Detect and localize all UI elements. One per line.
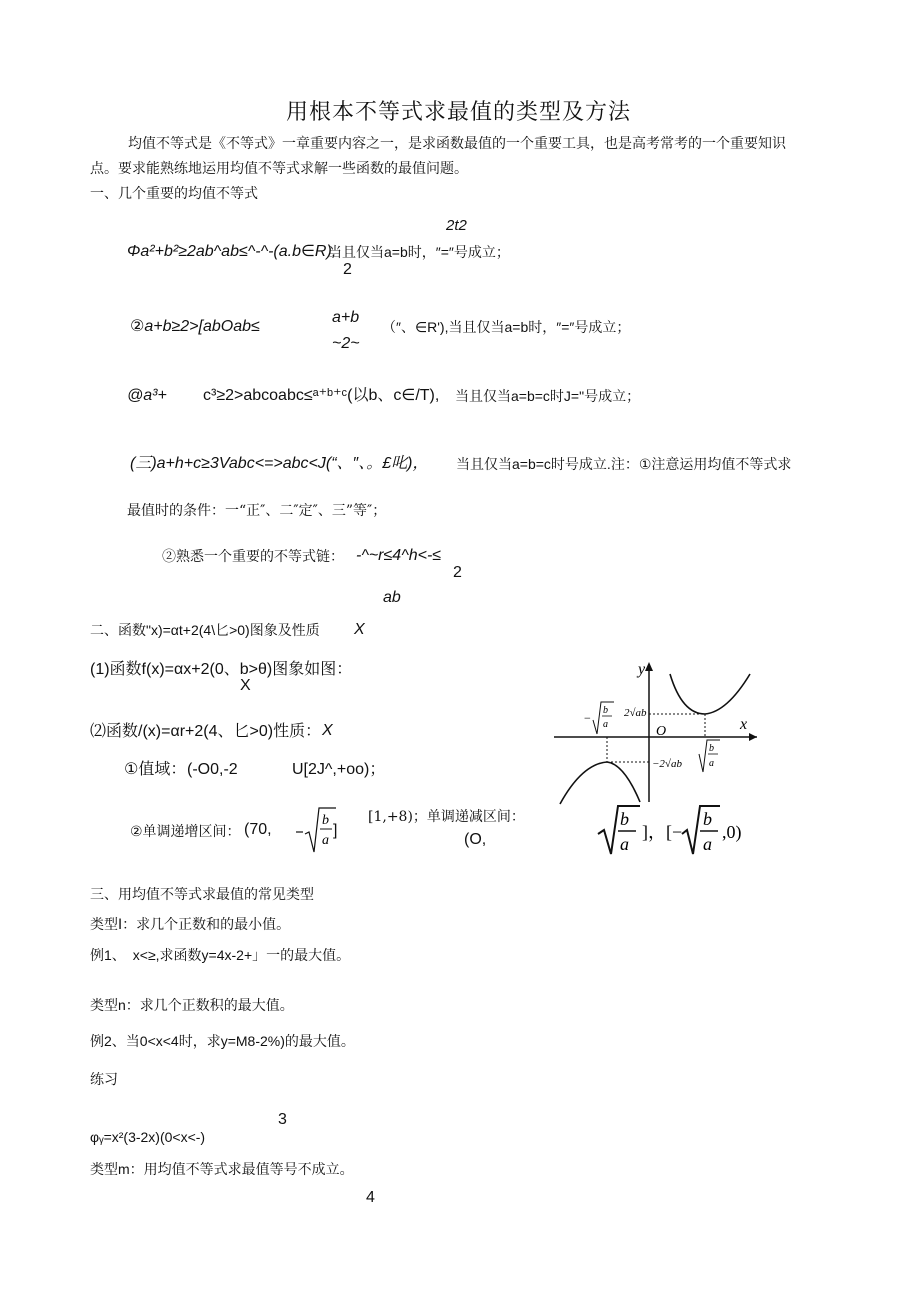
frac-a-1: a: [322, 833, 329, 848]
graph-description: (1)函数f(x)=αx+2(0、b>θ)图象如图：: [90, 661, 353, 678]
x-axis-label: x: [740, 716, 748, 733]
decrease-interval-end: ,0): [722, 822, 742, 842]
formula-2-frac-top: a+b: [332, 309, 360, 326]
inequality-chain-2: 2: [453, 564, 462, 581]
practice-3: 3: [278, 1111, 287, 1128]
decrease-interval-formula: [596, 800, 756, 860]
monotonic-decrease-interval-1: (O,: [464, 831, 487, 848]
section-3-heading: 三、用均值不等式求最值的常见类型: [90, 887, 314, 903]
graph-description-x: X: [240, 677, 251, 694]
formula-2: ②a+b≥2>[abOab≤: [130, 318, 260, 335]
properties-heading: ⑵函数/(x)=αr+2(4、匕>0)性质：: [90, 723, 322, 740]
range-value-1: (-O0,-2: [187, 761, 238, 778]
page-title: 用根本不等式求最值的类型及方法: [286, 100, 632, 125]
bracket-close-1: ]: [333, 822, 338, 839]
origin-label: O: [656, 724, 667, 739]
x-axis-arrow-icon: [749, 733, 757, 741]
intro-line-1: 均值不等式是《不等式》一章重要内容之一，是求函数最值的一个重要工具，也是高考常考的一个重要知识: [128, 136, 786, 152]
right-frac-a: a: [709, 758, 714, 769]
intro-line-2: 点。要求能熟练地运用均值不等式求解一些函数的最值问题。: [90, 161, 468, 177]
inequality-chain-ab: ab: [383, 589, 401, 606]
type-1: 类型Ⅰ：求几个正数和的最小值。: [90, 916, 291, 932]
frac-a-3: a: [703, 834, 712, 854]
practice-heading: 练习: [90, 1072, 118, 1088]
note-inequality-chain: ②熟悉一个重要的不等式链：: [162, 549, 344, 565]
y-axis-arrow-icon: [645, 662, 653, 671]
section-2-x: X: [354, 621, 365, 638]
hyperbola-graph: [552, 652, 767, 807]
formula-3: c³≥2>abcoabc≤ᵃ⁺ᵇ⁺ᶜ(以b、c∈/T),: [203, 387, 440, 404]
decrease-interval-mid: ]，[−: [642, 822, 683, 842]
frac-b-3: b: [703, 809, 712, 829]
practice-formula: φᵧ=x²(3-2x)(0<x<-): [90, 1129, 206, 1145]
frac-b-1: b: [322, 813, 329, 828]
inequality-chain-formula: -^~r≤4^h<-≤: [356, 547, 442, 564]
label-neg-2-sqrt-ab: −2√ab: [652, 758, 682, 770]
formula-2-frac-bottom: ~2~: [332, 335, 360, 352]
section-2-heading: 二、函数"x)=αt+2(4\匕>0)图象及性质: [90, 622, 320, 638]
frac-b-2: b: [620, 809, 629, 829]
section-1-heading: 一、几个重要的均值不等式: [90, 186, 258, 202]
formula-4-condition: 当且仅当a=b=c时号成立.注：①注意运用均值不等式求: [456, 456, 792, 472]
left-frac-b: b: [603, 705, 608, 716]
properties-x: X: [322, 722, 333, 739]
example-1: 例1、 x<≥,求函数y=4x-2+」一的最大值。: [90, 947, 351, 963]
label-neg-sign: −: [584, 711, 591, 725]
formula-1-top: 2t2: [446, 217, 467, 234]
lower-branch-curve: [560, 762, 640, 804]
formula-3-start: @a³+: [127, 387, 167, 404]
range-label: ①值域：: [124, 761, 187, 778]
formula-1-bottom: 2: [343, 261, 352, 278]
monotonic-increase-label: ②单调递增区间：: [130, 823, 241, 839]
formula-2-condition: （″、∈R'),当且仅当a=b时，″=″号成立；: [382, 319, 631, 335]
upper-branch-curve: [670, 674, 750, 714]
page-number: 4: [366, 1189, 375, 1206]
example-2: 例2、当0<x<4时，求y=M8-2%)的最大值。: [90, 1033, 355, 1049]
y-axis-label: y: [638, 661, 646, 678]
formula-1: Φa²+b²≥2ab^ab≤^-^-(a.b∈R),: [127, 243, 337, 260]
type-2: 类型n：求几个正数积的最大值。: [90, 997, 294, 1013]
left-frac-a: a: [603, 719, 608, 730]
formula-3-condition: 当且仅当a=b=c时J="号成立；: [455, 388, 641, 404]
monotonic-increase-interval-1: (70,: [244, 821, 272, 838]
range-value-2: U[2J^,+oo)；: [292, 761, 386, 778]
formula-1-condition: 当且仅当a=b时，″=″号成立；: [328, 244, 510, 260]
type-3: 类型m：用均值不等式求最值等号不成立。: [90, 1161, 354, 1177]
label-2-sqrt-ab: 2√ab: [624, 707, 647, 719]
frac-a-2: a: [620, 834, 629, 854]
monotonic-mid: [1,+8)；单调递减区间：: [368, 809, 525, 825]
note-conditions: 最值时的条件：一“正″、二″定″、三”等″；: [127, 503, 387, 519]
formula-4: (三)a+h+c≥3Vabc<=>abc<J(“、″、。£叱)，: [130, 455, 429, 472]
right-frac-b: b: [709, 743, 714, 754]
